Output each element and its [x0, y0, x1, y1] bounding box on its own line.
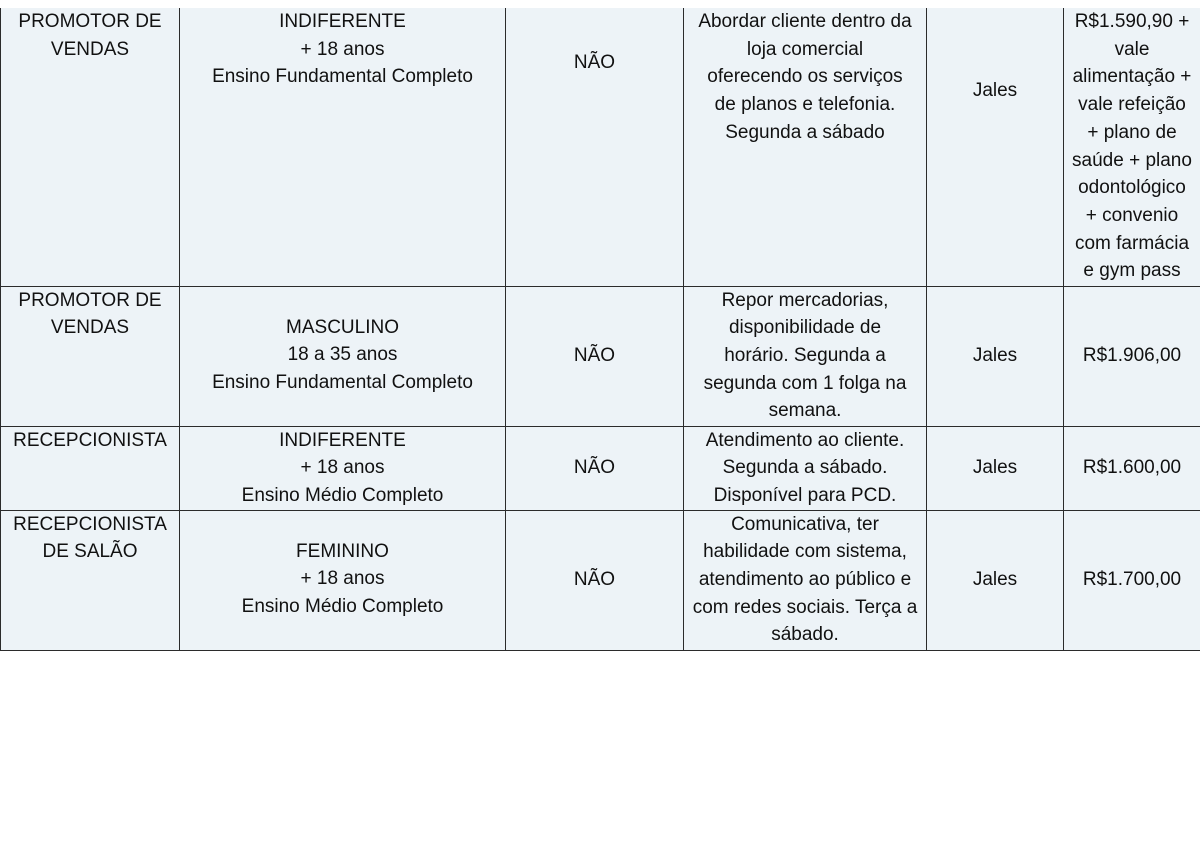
salary-line: vale refeição	[1078, 94, 1186, 116]
experience-required: NÃO	[573, 345, 616, 367]
table-row	[1, 8, 1200, 286]
gender-requirement: FEMININO	[296, 540, 389, 562]
job-title-cell	[1, 426, 180, 510]
description-line: Abordar cliente dentro da	[698, 11, 912, 32]
education-requirement: Ensino Médio Completo	[241, 484, 444, 506]
salary-line: alimentação +	[1072, 66, 1192, 88]
experience-required: NÃO	[573, 457, 616, 479]
gender-requirement: INDIFERENTE	[279, 429, 406, 451]
education-requirement: Ensino Fundamental Completo	[212, 371, 473, 393]
job-title-line: RECEPCIONISTA	[13, 429, 167, 451]
city-name: Jales	[972, 569, 1018, 591]
education-requirement: Ensino Médio Completo	[241, 596, 444, 618]
job-title-line: PROMOTOR DE	[18, 289, 162, 311]
job-title-line: VENDAS	[50, 38, 130, 60]
description-line: atendimento ao público e	[698, 569, 912, 591]
city-cell	[927, 426, 1064, 510]
profile-cell	[180, 8, 506, 286]
experience-cell	[506, 8, 684, 286]
description-line: oferecendo os serviços	[707, 66, 903, 88]
experience-required: NÃO	[573, 52, 616, 73]
age-requirement: + 18 anos	[300, 457, 385, 479]
experience-cell	[506, 426, 684, 510]
salary-line: R$1.600,00	[1082, 457, 1182, 479]
salary-line: e gym pass	[1083, 260, 1181, 282]
salary-line: + plano de	[1087, 121, 1177, 143]
job-title-cell	[1, 8, 180, 286]
experience-cell	[506, 510, 684, 650]
description-line: Atendimento ao cliente.	[705, 429, 905, 451]
description-line: semana.	[768, 400, 842, 422]
salary-line: R$1.700,00	[1082, 569, 1182, 591]
profile-cell	[180, 510, 506, 650]
salary-line: + convenio	[1085, 204, 1179, 226]
salary-line: vale	[1114, 38, 1150, 60]
table-row	[1, 510, 1200, 650]
experience-cell	[506, 286, 684, 426]
salary-cell	[1064, 286, 1200, 426]
city-name: Jales	[972, 345, 1018, 367]
salary-cell	[1064, 510, 1200, 650]
age-requirement: + 18 anos	[300, 38, 385, 60]
job-title-line: DE SALÃO	[42, 541, 138, 563]
age-requirement: 18 a 35 anos	[287, 344, 398, 366]
salary-cell	[1064, 8, 1200, 286]
description-line: Repor mercadorias,	[721, 289, 889, 311]
city-cell	[927, 286, 1064, 426]
job-title-line: RECEPCIONISTA	[13, 513, 167, 535]
description-cell	[684, 286, 927, 426]
gender-requirement: INDIFERENTE	[279, 11, 406, 32]
salary-line: R$1.590,90 +	[1074, 11, 1190, 32]
description-line: com redes sociais. Terça a	[692, 596, 918, 618]
profile-cell	[180, 426, 506, 510]
city-name: Jales	[972, 457, 1018, 479]
table-row	[1, 426, 1200, 510]
description-line: Disponível para PCD.	[713, 484, 897, 506]
description-line: segunda com 1 folga na	[703, 372, 907, 394]
city-name: Jales	[972, 80, 1018, 101]
age-requirement: + 18 anos	[300, 568, 385, 590]
description-line: Segunda a sábado	[725, 121, 885, 143]
salary-line: com farmácia	[1074, 232, 1190, 254]
description-line: loja comercial	[746, 38, 864, 60]
description-line: habilidade com sistema,	[703, 541, 907, 563]
city-cell	[927, 8, 1064, 286]
education-requirement: Ensino Fundamental Completo	[212, 66, 473, 88]
city-cell	[927, 510, 1064, 650]
description-line: Segunda a sábado.	[722, 457, 888, 479]
description-line: disponibilidade de	[728, 317, 882, 339]
salary-line: odontológico	[1078, 177, 1186, 199]
profile-cell	[180, 286, 506, 426]
experience-required: NÃO	[573, 569, 616, 591]
description-line: Comunicativa, ter	[731, 513, 879, 535]
description-line: horário. Segunda a	[724, 344, 886, 366]
salary-line: R$1.906,00	[1082, 345, 1182, 367]
description-cell	[684, 8, 927, 286]
salary-line: saúde + plano	[1072, 149, 1192, 171]
gender-requirement: MASCULINO	[286, 316, 399, 338]
description-cell	[684, 426, 927, 510]
job-title-cell	[1, 510, 180, 650]
salary-cell	[1064, 426, 1200, 510]
job-title-cell	[1, 286, 180, 426]
description-line: de planos e telefonia.	[714, 94, 896, 116]
description-line: sábado.	[771, 624, 839, 646]
job-title-line: VENDAS	[50, 317, 130, 339]
table-row	[1, 286, 1200, 426]
description-cell	[684, 510, 927, 650]
job-listings-table	[0, 8, 1200, 651]
job-title-line: PROMOTOR DE	[18, 11, 162, 32]
